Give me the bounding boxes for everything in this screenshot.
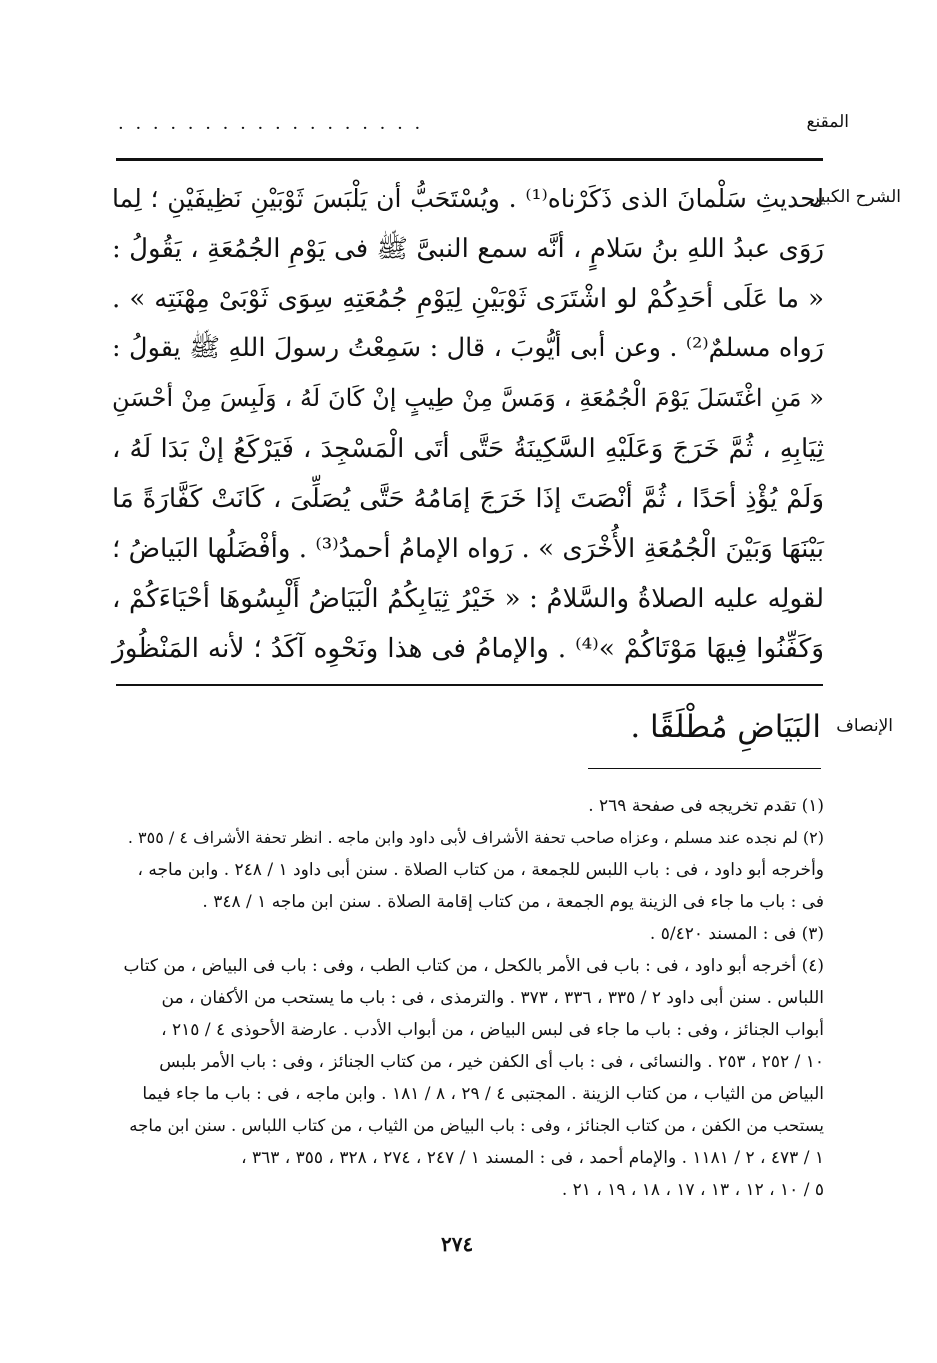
section-rule xyxy=(116,684,823,686)
footnote-line: وأخرجه أبو داود ، فى : باب اللبس للجمعة ، من كتاب الصلاة . سنن أبى داود ١ / ٢٤٨ . وابن ماجه ، xyxy=(137,860,824,880)
footnote-line: ١ / ٤٧٣ ، ٢ / ١١٨١ . والإمام أحمد ، فى : المسند ١ / ٢٤٧ ، ٢٧٤ ، ٣٢٨ ، ٣٥٥ ، ٣٦٣ ، xyxy=(241,1148,824,1168)
header-dots: · · · · · · · · · · · · · · · · · · xyxy=(118,118,424,139)
text-line: ثِيَابِهِ ، ثُمَّ خَرَجَ وَعَلَيْهِ السَّكِينَةُ حَتَّى أتَى الْمَسْجِدَ ، فَيَرْكَعُ إنْ بَدَا لَهُ ، xyxy=(112,434,824,464)
text-line: لقولِه عليه الصلاةُ والسَّلامُ : « خَيْرُ ثِيَابِكُمُ الْبَيَاضُ أَلْبِسُوهَا أحْيَاءَكُمْ ، xyxy=(112,584,824,614)
footnote-line: فى : باب ما جاء فى الزينة يوم الجمعة ، من كتاب إقامة الصلاة . سنن ابن ماجه ١ / ٣٤٨ . xyxy=(202,892,824,912)
text-line: رَواه مسلمٌ⁽²⁾ . وعن أبى أيُّوبَ ، قال : سَمِعْتُ رسولَ اللهِ ﷺ يقولُ : xyxy=(112,333,824,363)
text-line: وَلَمْ يُؤْذِ أحَدًا ، ثُمَّ أنْصَتَ إذَا خَرَجَ إمَامُهُ حَتَّى يُصَلِّىَ ، كَانَتْ كَفَّارَةً مَا xyxy=(112,484,824,514)
footnote-line: (٤) أخرجه أبو داود ، فى : باب فى الأمر بالكحل ، من كتاب الطب ، وفى : باب فى البياض ، من كتاب xyxy=(123,956,824,976)
footnote-line: يستحب من الكفن ، من كتاب الجنائز ، وفى : باب البياض من الثياب ، من كتاب اللباس . سنن ابن ماجه xyxy=(129,1116,824,1135)
insaf-label: الإنصاف xyxy=(836,716,893,736)
footnote-line: ٥ / ١٠ ، ١٢ ، ١٣ ، ١٧ ، ١٨ ، ١٩ ، ٢١ . xyxy=(561,1180,824,1200)
footnote-rule xyxy=(588,768,821,769)
footnote-line: (٣) فى : المسند ٥/٤٢٠ . xyxy=(649,924,824,944)
text-line: لحديثِ سَلْمانَ الذى ذَكَرْناه⁽¹⁾ . ويُسْتَحَبُّ أن يَلْبَسَ ثَوْبَيْنِ نَظِيفَيْنِ ؛ لِما xyxy=(112,184,824,213)
text-line: بَيْنَهَا وَبَيْنَ الْجُمُعَةِ الأُخْرَى » . رَواه الإمامُ أحمدُ⁽³⁾ . وأفْضَلُها البَياضُ ؛ xyxy=(112,534,824,564)
sharh-label: الشرح الكبير xyxy=(811,187,901,207)
footnote-line: (٢) لم نجده عند مسلم ، وعزاه صاحب تحفة الأشراف لأبى داود وابن ماجه . انظر تحفة الأشراف ٤ / ٣٥٥ . xyxy=(127,828,824,847)
text-line: وَكَفِّنُوا فِيهَا مَوْتَاكُمْ »⁽⁴⁾ . والإمامُ فى هذا ونَحْوِه آكَدُ ؛ لأنه المَنْظُورُ xyxy=(112,633,824,664)
footnote-line: البياض من الثياب ، من كتاب الزينة . المجتبى ٤ / ٢٩ ، ٨ / ١٨١ . وابن ماجه ، فى : باب ما جاء فيما xyxy=(142,1084,824,1104)
footnote-line: (١) تقدم تخريجه فى صفحة ٢٦٩ . xyxy=(588,796,824,816)
header-rule xyxy=(116,158,823,161)
footnote-line: أبواب الجنائز ، وفى : باب ما جاء فى لبس البياض ، من أبواب الأدب . عارضة الأحوذى ٤ / ٢١٥ ، xyxy=(161,1020,824,1040)
text-line: « ما عَلَى أحَدِكُمْ لو اشْتَرَى ثَوْبَيْنِ لِيَوْمِ جُمُعَتِهِ سِوَى ثَوْبَىْ مِهْنَتِه » . xyxy=(112,284,824,314)
footnote-line: اللباس . سنن أبى داود ٢ / ٣٣٥ ، ٣٣٦ ، ٣٧٣ . والترمذى ، فى : باب ما يستحب من الأكفان ، من xyxy=(161,988,824,1008)
footnotes xyxy=(112,790,824,1210)
sharh-text-block xyxy=(112,176,824,676)
book-title: المقنع xyxy=(806,112,849,132)
page-number: ٢٧٤ xyxy=(441,1232,474,1256)
footnote-line: ١٠ / ٢٥٢ ، ٢٥٣ . والنسائى ، فى : باب أى الكفن خير ، من كتاب الجنائز ، وفى : باب الأمر بلبس xyxy=(159,1052,824,1072)
text-line: رَوَى عبدُ اللهِ بنُ سَلامٍ ، أنَّه سمع النبىَّ ﷺ فى يَوْمِ الجُمُعَةِ ، يَقُولُ : xyxy=(112,234,824,264)
text-line: « مَنِ اغْتَسَلَ يَوْمَ الْجُمُعَةِ ، وَمَسَّ مِنْ طِيبٍ إنْ كَانَ لَهُ ، وَلَبِسَ مِنْ أحْسَنِ xyxy=(112,384,824,412)
insaf-text: البَيَاضِ مُطْلَقًا . xyxy=(630,709,821,745)
